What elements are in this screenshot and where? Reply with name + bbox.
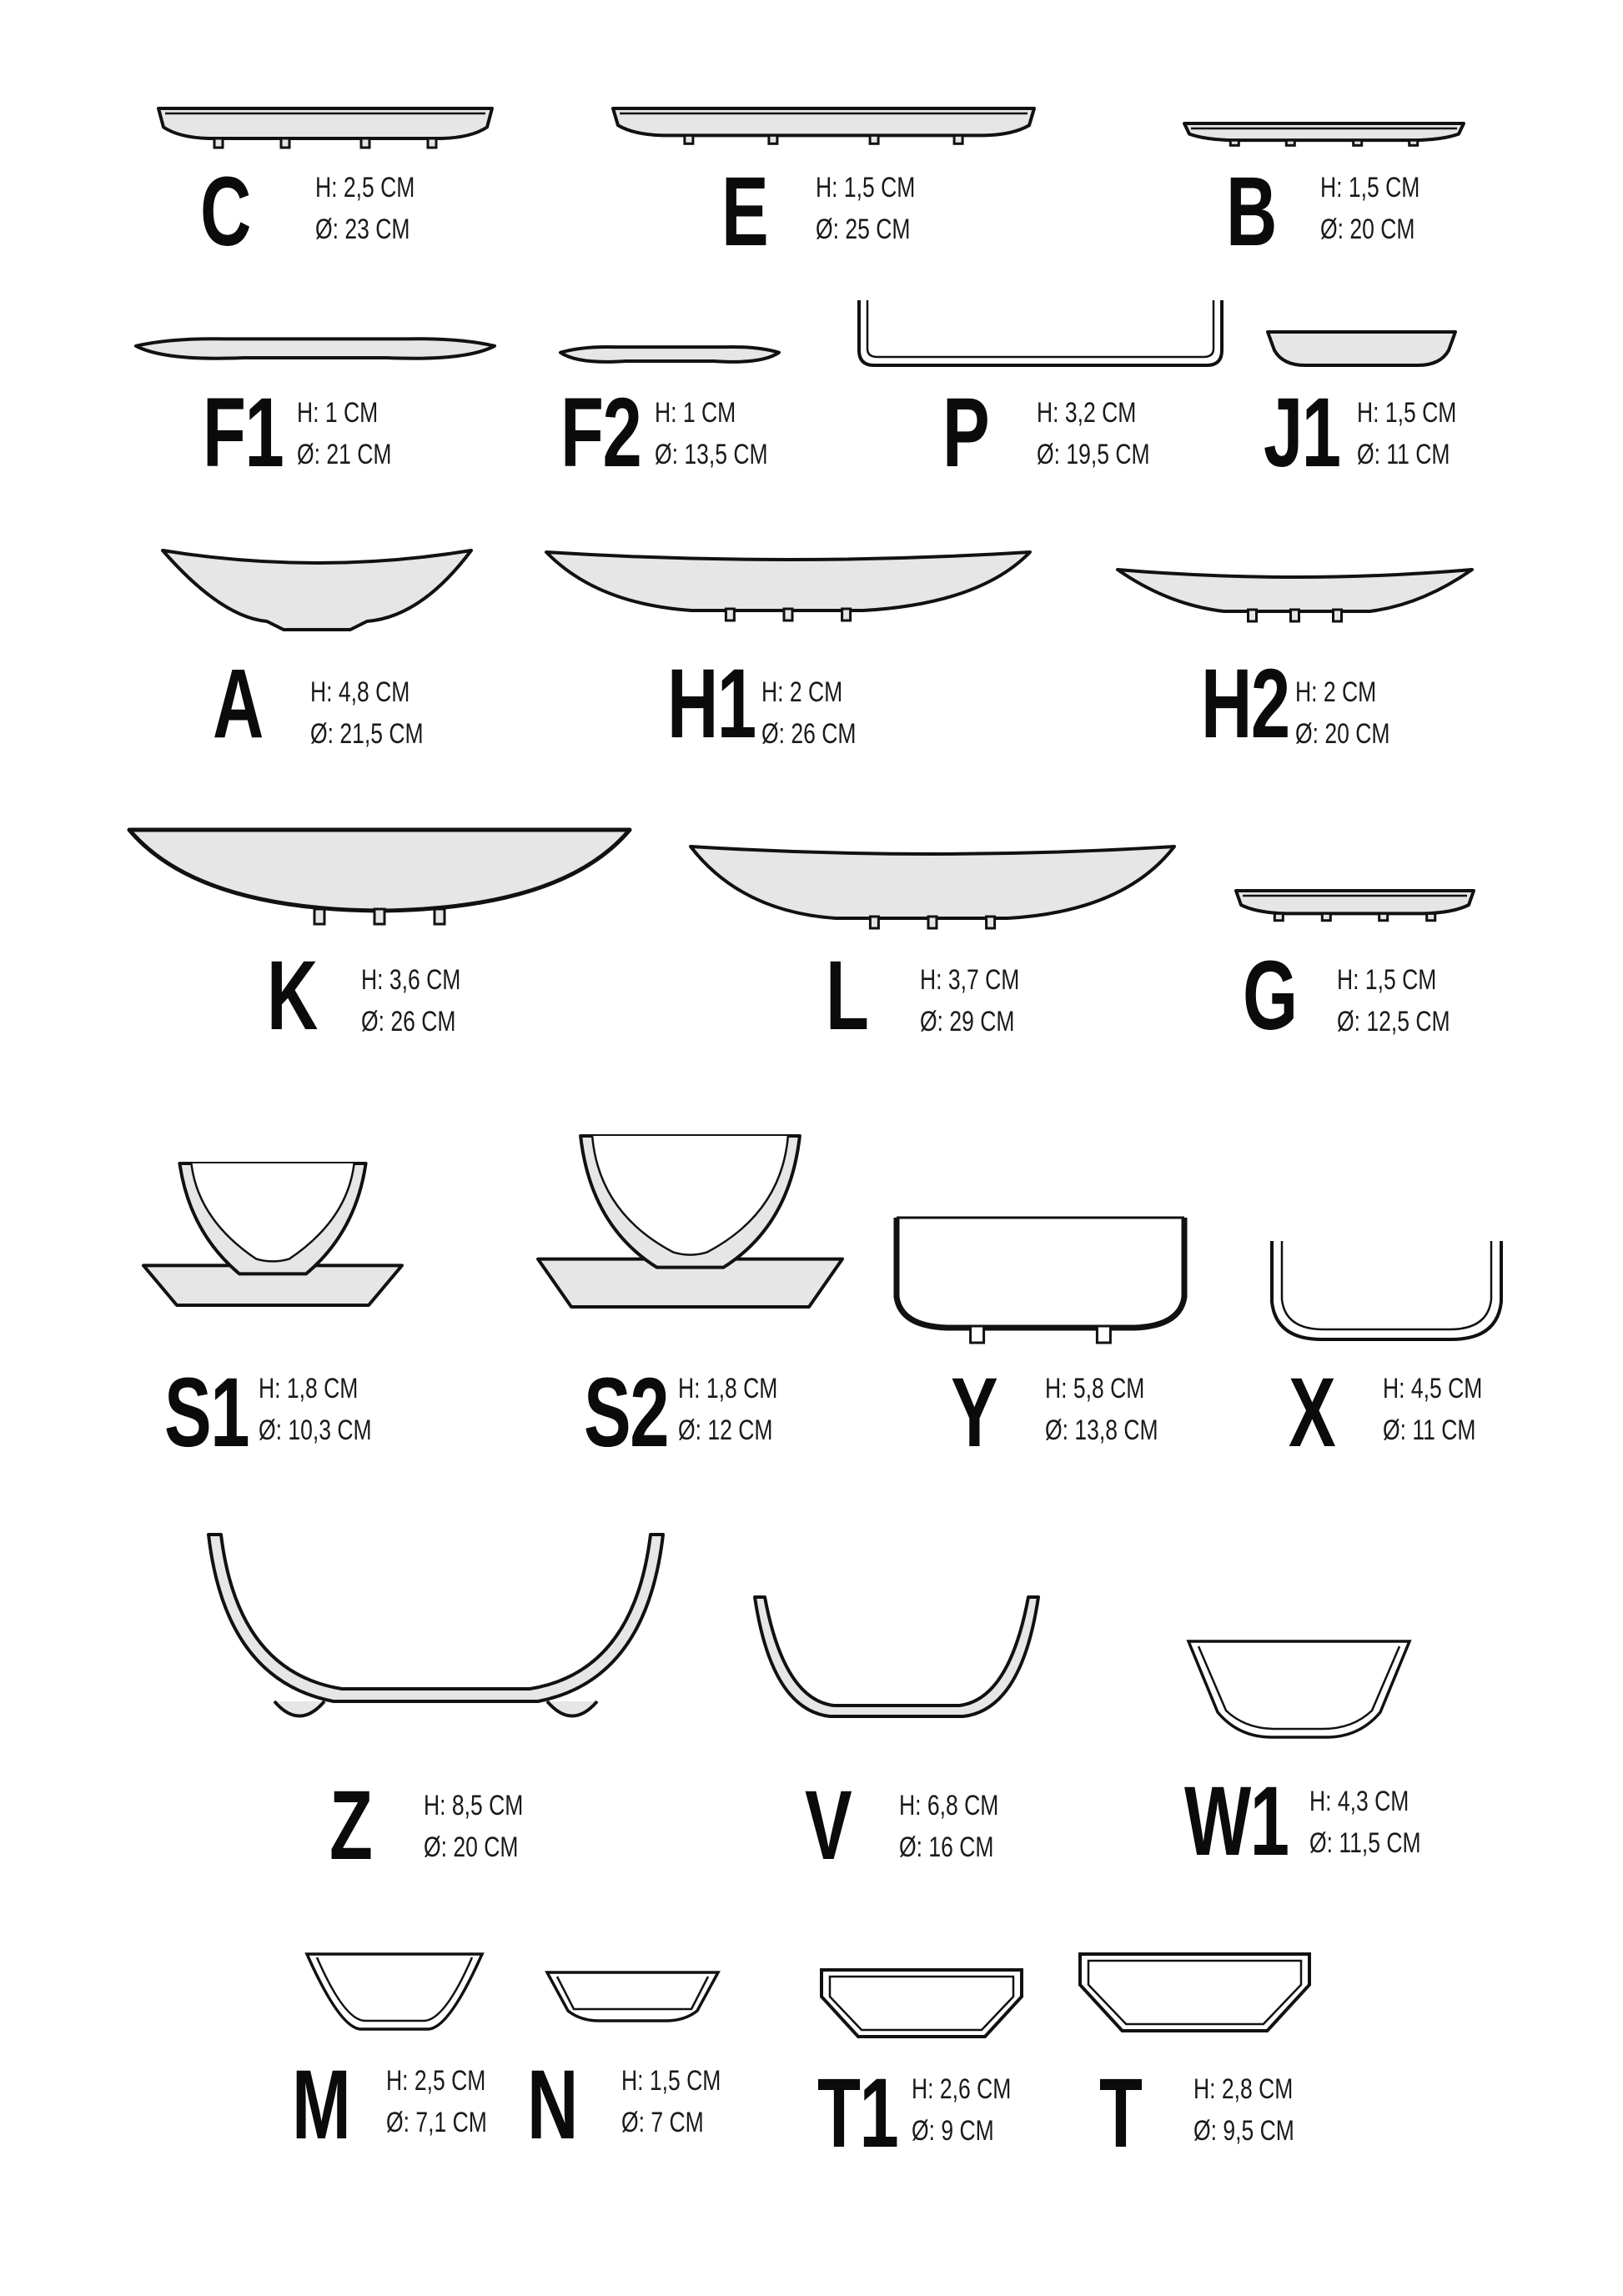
diameter-value: Ø: 7 CM: [621, 2107, 704, 2138]
item-letter-g: G: [1243, 941, 1297, 1051]
item-dimensions-n: [621, 2060, 721, 2143]
height-value: H: 6,8 CM: [899, 1790, 999, 1821]
diameter-value: Ø: 7,1 CM: [386, 2107, 487, 2138]
item-letter-x: X: [1289, 1358, 1335, 1468]
item-letter-h1: H1: [667, 649, 756, 759]
drawing-s1: [143, 1163, 402, 1305]
diameter-value: Ø: 20 CM: [424, 1831, 519, 1863]
drawing-e: [613, 108, 1034, 143]
diameter-value: Ø: 20 CM: [1320, 214, 1415, 245]
item-dimensions-l: [920, 959, 1019, 1042]
diameter-value: Ø: 26 CM: [361, 1006, 456, 1037]
item-letter-n: N: [527, 2050, 577, 2160]
diameter-value: Ø: 13,8 CM: [1045, 1414, 1158, 1446]
diameter-value: Ø: 9,5 CM: [1193, 2115, 1294, 2147]
diameter-value: Ø: 13,5 CM: [655, 439, 768, 470]
height-value: H: 3,6 CM: [361, 964, 461, 996]
item-dimensions-t: [1193, 2068, 1294, 2152]
drawing-f2: [560, 347, 779, 362]
drawing-k: [129, 830, 630, 924]
diameter-value: Ø: 20 CM: [1295, 718, 1390, 750]
item-dimensions-s1: [259, 1368, 372, 1451]
drawing-h2: [1118, 570, 1472, 621]
item-letter-j1: J1: [1264, 378, 1340, 488]
height-value: H: 2,6 CM: [912, 2073, 1012, 2105]
height-value: H: 5,8 CM: [1045, 1373, 1145, 1404]
diameter-value: Ø: 25 CM: [816, 214, 911, 245]
height-value: H: 2,8 CM: [1193, 2073, 1294, 2105]
height-value: H: 3,2 CM: [1037, 397, 1137, 429]
height-value: H: 1,8 CM: [678, 1373, 778, 1404]
height-value: H: 4,5 CM: [1383, 1373, 1483, 1404]
diameter-value: Ø: 10,3 CM: [259, 1414, 372, 1446]
drawing-a: [163, 550, 471, 630]
item-dimensions-a: [310, 671, 424, 755]
height-value: H: 1,5 CM: [1337, 964, 1437, 996]
item-dimensions-h1: [761, 671, 856, 755]
diameter-value: Ø: 21 CM: [297, 439, 392, 470]
item-letter-b: B: [1226, 157, 1276, 267]
item-letter-s2: S2: [584, 1358, 669, 1468]
height-value: H: 1,5 CM: [621, 2065, 721, 2097]
item-letter-v: V: [805, 1771, 852, 1881]
drawing-v: [755, 1597, 1038, 1716]
diameter-value: Ø: 11 CM: [1383, 1414, 1476, 1446]
item-letter-y: Y: [951, 1358, 997, 1468]
item-letter-t1: T1: [817, 2058, 898, 2168]
item-letter-s1: S1: [164, 1358, 249, 1468]
drawing-f1: [136, 339, 495, 358]
diameter-value: Ø: 26 CM: [761, 718, 857, 750]
diameter-value: Ø: 11,5 CM: [1309, 1827, 1421, 1859]
item-letter-l: L: [826, 941, 868, 1051]
item-dimensions-x: [1383, 1368, 1482, 1451]
height-value: H: 2,5 CM: [386, 2065, 486, 2097]
height-value: H: 4,3 CM: [1309, 1786, 1409, 1817]
item-dimensions-m: [386, 2060, 487, 2143]
item-letter-e: E: [721, 157, 768, 267]
diameter-value: Ø: 12 CM: [678, 1414, 773, 1446]
item-dimensions-p: [1037, 392, 1150, 475]
item-dimensions-w1: [1309, 1781, 1421, 1864]
diameter-value: Ø: 16 CM: [899, 1831, 994, 1863]
drawing-z: [209, 1535, 663, 1716]
drawing-b: [1184, 123, 1464, 145]
item-dimensions-e: [816, 167, 915, 250]
diameter-value: Ø: 21,5 CM: [310, 718, 424, 750]
item-dimensions-y: [1045, 1368, 1158, 1451]
height-value: H: 1,5 CM: [816, 172, 916, 203]
item-letter-a: A: [213, 649, 263, 759]
item-letter-w1: W1: [1184, 1766, 1289, 1876]
item-dimensions-z: [424, 1785, 523, 1868]
item-dimensions-t1: [912, 2068, 1011, 2152]
diameter-value: Ø: 11 CM: [1357, 439, 1450, 470]
drawing-h1: [546, 552, 1030, 620]
drawing-t: [1080, 1954, 1309, 2031]
diameter-value: Ø: 23 CM: [315, 214, 410, 245]
drawing-g: [1236, 891, 1474, 921]
drawing-x: [1272, 1241, 1501, 1339]
drawing-w1: [1188, 1641, 1409, 1737]
drawing-m: [307, 1954, 482, 2029]
drawing-s2: [538, 1136, 842, 1307]
item-letter-f2: F2: [560, 378, 641, 488]
height-value: H: 2 CM: [1295, 676, 1377, 708]
height-value: H: 2 CM: [761, 676, 843, 708]
item-letter-p: P: [942, 378, 989, 488]
height-value: H: 4,8 CM: [310, 676, 410, 708]
drawing-y: [897, 1218, 1184, 1343]
drawing-j1: [1268, 332, 1455, 365]
drawing-l: [691, 847, 1174, 928]
item-letter-c: C: [200, 157, 250, 267]
item-dimensions-f1: [297, 392, 391, 475]
item-letter-h2: H2: [1201, 649, 1289, 759]
drawing-t1: [822, 1970, 1022, 2037]
height-value: H: 1 CM: [655, 397, 736, 429]
item-dimensions-k: [361, 959, 460, 1042]
item-dimensions-h2: [1295, 671, 1389, 755]
diameter-value: Ø: 19,5 CM: [1037, 439, 1150, 470]
item-letter-f1: F1: [203, 378, 284, 488]
drawing-p: [859, 300, 1222, 365]
height-value: H: 1 CM: [297, 397, 379, 429]
height-value: H: 1,5 CM: [1320, 172, 1420, 203]
item-letter-m: M: [292, 2050, 350, 2160]
item-dimensions-v: [899, 1785, 998, 1868]
item-dimensions-b: [1320, 167, 1419, 250]
item-letter-k: K: [267, 941, 317, 1051]
item-dimensions-c: [315, 167, 415, 250]
drawing-c: [158, 108, 492, 148]
diameter-value: Ø: 12,5 CM: [1337, 1006, 1450, 1037]
diameter-value: Ø: 9 CM: [912, 2115, 994, 2147]
height-value: H: 2,5 CM: [315, 172, 415, 203]
diameter-value: Ø: 29 CM: [920, 1006, 1015, 1037]
height-value: H: 8,5 CM: [424, 1790, 524, 1821]
height-value: H: 1,8 CM: [259, 1373, 359, 1404]
item-dimensions-f2: [655, 392, 768, 475]
height-value: H: 3,7 CM: [920, 964, 1020, 996]
item-dimensions-j1: [1357, 392, 1456, 475]
item-letter-z: Z: [329, 1771, 372, 1881]
item-dimensions-g: [1337, 959, 1450, 1042]
item-letter-t: T: [1099, 2058, 1142, 2168]
height-value: H: 1,5 CM: [1357, 397, 1457, 429]
item-dimensions-s2: [678, 1368, 777, 1451]
drawing-n: [547, 1972, 718, 2021]
